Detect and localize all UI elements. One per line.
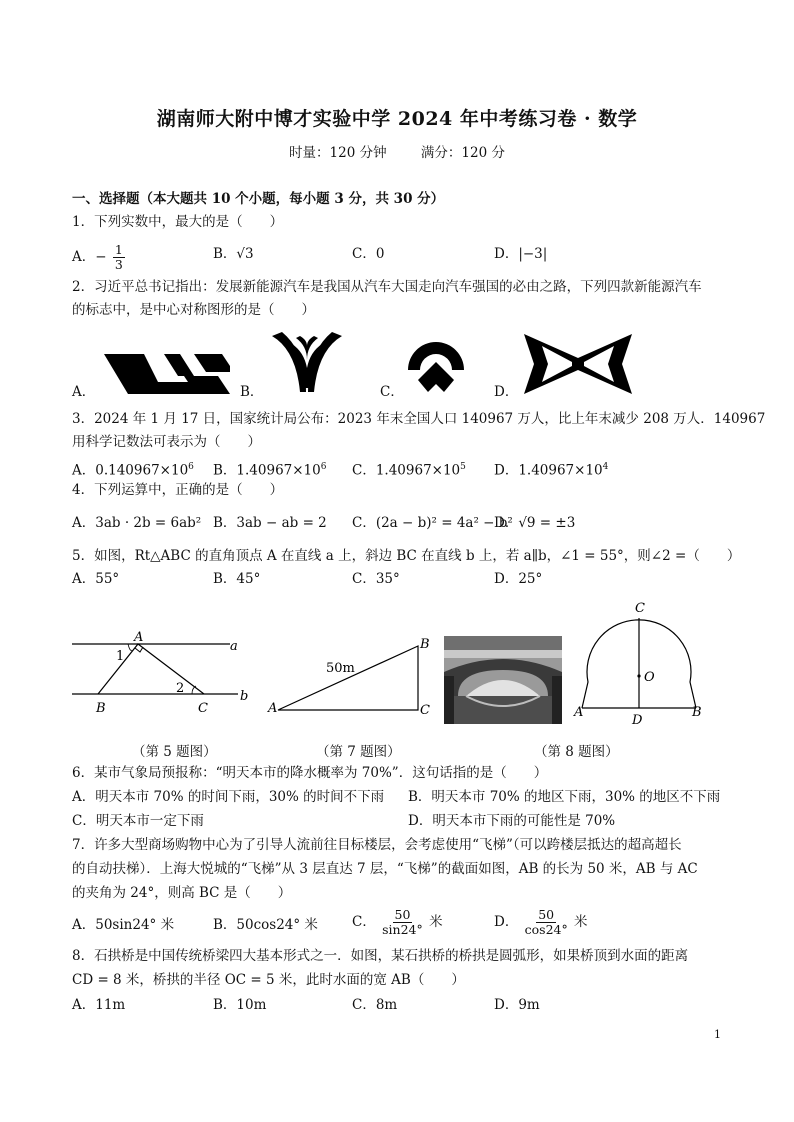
q4-option-a: A．3ab · 2b = 6ab² (72, 515, 202, 531)
logo-d-icon (522, 332, 634, 396)
section-heading: 一、选择题（本大题共 10 个小题，每小题 3 分，共 30 分） (72, 191, 445, 207)
triangle-abc (278, 646, 418, 710)
q7-d-fraction: $\frac{50}{\cos 24^\circ}$ (524, 907, 568, 937)
label-D: D (632, 713, 643, 728)
question-2-line-2: 的标志中，是中心对称图形的是（ ） (72, 302, 315, 318)
question-2-line-1: 2．习近平总书记指出：发展新能源汽车是我国从汽车大国走向汽车强国的必由之路，下列四款新能源汽车 (72, 279, 702, 295)
length-label: 50m (326, 661, 355, 676)
time-limit: 时量：120 分钟 (289, 145, 387, 161)
q1-a-fraction: $\frac{1}{3}$ (114, 242, 123, 272)
q2-option-d-label: D． (494, 384, 519, 400)
question-8-line-1: 8．石拱桥是中国传统桥梁四大基本形式之一．如图，某石拱桥的桥拱是圆弧形，如果桥顶到水面的距离 (72, 948, 689, 964)
right-angle-mark (135, 647, 143, 652)
label-A: A (268, 701, 278, 716)
q7-option-b: B．50cos24° 米 (213, 917, 318, 933)
center-point (637, 674, 640, 677)
question-6-stem: 6．某市气象局预报称：“明天本市的降水概率为 70%”．这句话指的是（ ） (72, 765, 548, 781)
question-8-line-2: CD = 8 米，桥拱的半径 OC = 5 米，此时水面的宽 AB（ ） (72, 972, 465, 988)
q5-option-c: C．35° (352, 571, 400, 587)
q8-option-b: B．10m (213, 997, 267, 1013)
q6-option-b: B．明天本市 70% 的地区下雨，30% 的地区不下雨 (408, 789, 721, 805)
q5-option-d: D．25° (494, 571, 543, 587)
q6-option-a: A．明天本市 70% 的时间下雨，30% 的时间不下雨 (72, 789, 385, 805)
question-7-line-2: 的自动扶梯）．上海大悦城的“飞梯”从 3 层直达 7 层，“飞梯”的截面如图，AB 的长为 50 米，AB 与 AC (72, 861, 698, 877)
full-score: 满分：120 分 (420, 145, 505, 161)
q8-option-c: C．8m (352, 997, 398, 1013)
q3-option-c: C．$1.40967\times 10^5$ (352, 462, 466, 479)
q2-option-a-label: A． (72, 384, 96, 400)
q1-option-c: C．0 (352, 246, 385, 262)
label-B: B (692, 705, 702, 720)
angle-1-label: 1 (116, 649, 125, 664)
q7-c-fraction: $\frac{50}{\sin 24^\circ}$ (382, 907, 423, 937)
label-B: B (96, 701, 106, 716)
q7-option-d: D． $\frac{50}{\cos 24^\circ}$ 米 (494, 907, 588, 937)
figure-5 (66, 626, 256, 722)
logo-c-icon (404, 336, 468, 396)
q8-option-d: D．9m (494, 997, 540, 1013)
q3-option-d: D．$1.40967\times 10^4$ (494, 462, 609, 479)
q6-option-c: C．明天本市一定下雨 (72, 813, 204, 829)
q1-option-a: A．− $\frac{1}{3}$ (72, 242, 123, 272)
page-title: 湖南师大附中博才实验中学 2024 年中考练习卷 · 数学 (156, 108, 638, 130)
logo-b-icon (266, 332, 348, 394)
q1-option-d: D．|−3| (494, 246, 548, 262)
triangle-abc (98, 644, 204, 694)
question-1-stem: 1．下列实数中，最大的是（ ） (72, 214, 284, 230)
label-a: a (230, 639, 238, 654)
q4-option-d: D．√9 = ±3 (494, 515, 576, 531)
question-3-line-2: 用科学记数法可表示为（ ） (72, 434, 261, 450)
question-7-line-1: 7．许多大型商场购物中心为了引导人流前往目标楼层，会考虑使用“飞梯”（可以跨楼层抵达的超高超长 (72, 837, 682, 853)
figure-8 (566, 598, 716, 728)
q1-option-b: B．√3 (213, 246, 254, 262)
q7-option-a: A．50sin24° 米 (72, 917, 175, 933)
logo-a-icon (98, 348, 230, 400)
q2-option-c-label: C． (380, 384, 404, 400)
angle-2-label: 2 (176, 681, 185, 696)
question-5-stem: 5．如图，Rt△ABC 的直角顶点 A 在直线 a 上，斜边 BC 在直线 b 上，若 a∥b，∠1 = 55°，则∠2 =（ ） (72, 548, 741, 564)
question-7-line-3: 的夹角为 24°，则高 BC 是（ ） (72, 885, 292, 901)
bridge-photo (444, 636, 562, 724)
figure-7 (262, 634, 442, 726)
label-C: C (635, 601, 645, 616)
exam-info (0, 141, 794, 161)
q3-option-b: B．$1.40967\times 10^6$ (213, 462, 327, 479)
page-number: 1 (714, 1028, 721, 1041)
q4-option-c: C．(2a − b)² = 4a² − b² (352, 515, 513, 531)
label-b: b (240, 689, 249, 704)
q7-option-c: C． $\frac{50}{\sin 24^\circ}$ 米 (352, 907, 443, 937)
question-3-line-1: 3．2024 年 1 月 17 日，国家统计局公布：2023 年末全国人口 140967 万人，比上年末减少 208 万人．140967 (72, 411, 766, 427)
q2-option-b-label: B． (240, 384, 264, 400)
label-C: C (420, 703, 430, 718)
figure-8-caption: （第 8 题图） (534, 744, 619, 760)
label-A: A (574, 705, 584, 720)
figure-7-caption: （第 7 题图） (316, 744, 401, 760)
label-O: O (644, 670, 655, 685)
q3-option-a: A．$0.140967\times 10^6$ (72, 462, 194, 479)
q4-option-b: B．3ab − ab = 2 (213, 515, 327, 531)
figure-5-caption: （第 5 题图） (132, 744, 217, 760)
q5-option-b: B．45° (213, 571, 261, 587)
q5-option-a: A．55° (72, 571, 120, 587)
q6-option-d: D．明天本市下雨的可能性是 70% (408, 813, 616, 829)
label-B: B (420, 637, 430, 652)
question-4-stem: 4．下列运算中，正确的是（ ） (72, 482, 284, 498)
q8-option-a: A．11m (72, 997, 126, 1013)
label-A: A (134, 630, 144, 645)
label-C: C (198, 701, 208, 716)
